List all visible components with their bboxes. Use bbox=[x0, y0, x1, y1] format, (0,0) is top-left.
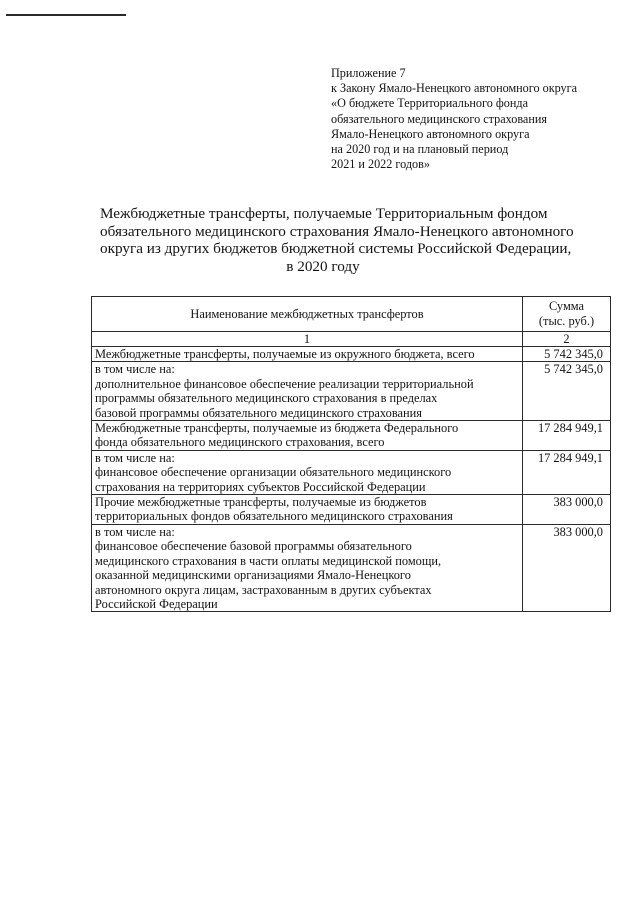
row-name-cell bbox=[92, 421, 523, 451]
appendix-reference bbox=[331, 66, 621, 172]
row-text-line: программы обязательного медицинского страхования в пределах bbox=[95, 391, 438, 406]
row-sum-cell: 17 284 949,1 bbox=[523, 450, 611, 494]
table-row bbox=[92, 524, 611, 611]
column-number-row bbox=[92, 332, 611, 347]
column-number: 2 bbox=[523, 332, 611, 347]
row-text-line: фонда обязательного медицинского страхования, всего bbox=[95, 435, 385, 450]
row-text-line: в том числе на: bbox=[95, 362, 175, 377]
table-row bbox=[92, 450, 611, 494]
row-name-cell bbox=[92, 524, 523, 611]
row-text-line: дополнительное финансовое обеспечение реализации территориальной bbox=[95, 376, 474, 391]
column-header-sum bbox=[523, 297, 611, 332]
column-header-sum-line: Сумма bbox=[548, 299, 585, 313]
top-margin-line bbox=[6, 14, 126, 16]
row-text-line: базовой программы обязательного медицинского страхования bbox=[95, 405, 423, 420]
row-text-line: автономного округа лицам, застрахованным в других субъектах bbox=[95, 582, 432, 597]
table-row bbox=[92, 421, 611, 451]
title-line: округа из других бюджетов бюджетной системы Российской Федерации, bbox=[100, 240, 572, 257]
appendix-line: Приложение 7 bbox=[331, 66, 406, 80]
row-text-line: в том числе на: bbox=[95, 450, 175, 465]
row-sum-cell: 383 000,0 bbox=[523, 495, 611, 525]
row-text-line: Межбюджетные трансферты, получаемые из окружного бюджета, всего bbox=[95, 347, 475, 361]
row-sum-cell: 383 000,0 bbox=[523, 524, 611, 611]
transfers-table bbox=[91, 296, 611, 612]
row-text-line: территориальных фондов обязательного медицинского страхования bbox=[95, 509, 453, 524]
row-text-line: в том числе на: bbox=[95, 524, 175, 539]
row-text-line: финансовое обеспечение базовой программы обязательного bbox=[95, 539, 412, 554]
row-text-line: финансовое обеспечение организации обязательного медицинского bbox=[95, 465, 452, 480]
row-sum-cell: 5 742 345,0 bbox=[523, 362, 611, 421]
row-text-line: оказанной медицинскими организациями Ямало-Ненецкого bbox=[95, 568, 411, 583]
column-header-sum-unit: (тыс. руб.) bbox=[538, 314, 595, 328]
table-row bbox=[92, 347, 611, 362]
document-title bbox=[100, 205, 574, 275]
row-name-cell bbox=[92, 347, 523, 362]
row-text-line: Российской Федерации bbox=[95, 596, 218, 611]
row-text-line: страхования на территориях субъектов Российской Федерации bbox=[95, 479, 426, 494]
appendix-line: Ямало-Ненецкого автономного округа bbox=[331, 126, 530, 141]
title-line: обязательного медицинского страхования Ямало-Ненецкого автономного bbox=[100, 222, 574, 240]
title-line: в 2020 году bbox=[286, 257, 360, 275]
row-sum-cell: 17 284 949,1 bbox=[523, 421, 611, 451]
appendix-line: 2021 и 2022 годов» bbox=[331, 157, 430, 172]
row-text-line: Прочие межбюджетные трансферты, получаемые из бюджетов bbox=[95, 495, 427, 510]
row-text-line: медицинского страхования в части оплаты медицинской помощи, bbox=[95, 553, 442, 568]
title-line: Межбюджетные трансферты, получаемые Территориальным фондом bbox=[100, 205, 548, 222]
row-name-cell bbox=[92, 495, 523, 525]
column-number: 1 bbox=[92, 332, 523, 347]
table-row bbox=[92, 495, 611, 525]
appendix-line: «О бюджете Территориального фонда bbox=[331, 96, 528, 111]
appendix-line: обязательного медицинского страхования bbox=[331, 111, 547, 126]
table-header-row bbox=[92, 297, 611, 332]
column-header-name: Наименование межбюджетных трансфертов bbox=[92, 297, 523, 332]
table-row bbox=[92, 362, 611, 421]
row-name-cell bbox=[92, 450, 523, 494]
row-name-cell bbox=[92, 362, 523, 421]
appendix-line: к Закону Ямало-Ненецкого автономного округа bbox=[331, 81, 578, 96]
appendix-line: на 2020 год и на плановый период bbox=[331, 142, 509, 157]
row-sum-cell: 5 742 345,0 bbox=[523, 347, 611, 362]
row-text-line: Межбюджетные трансферты, получаемые из бюджета Федерального bbox=[95, 421, 459, 436]
